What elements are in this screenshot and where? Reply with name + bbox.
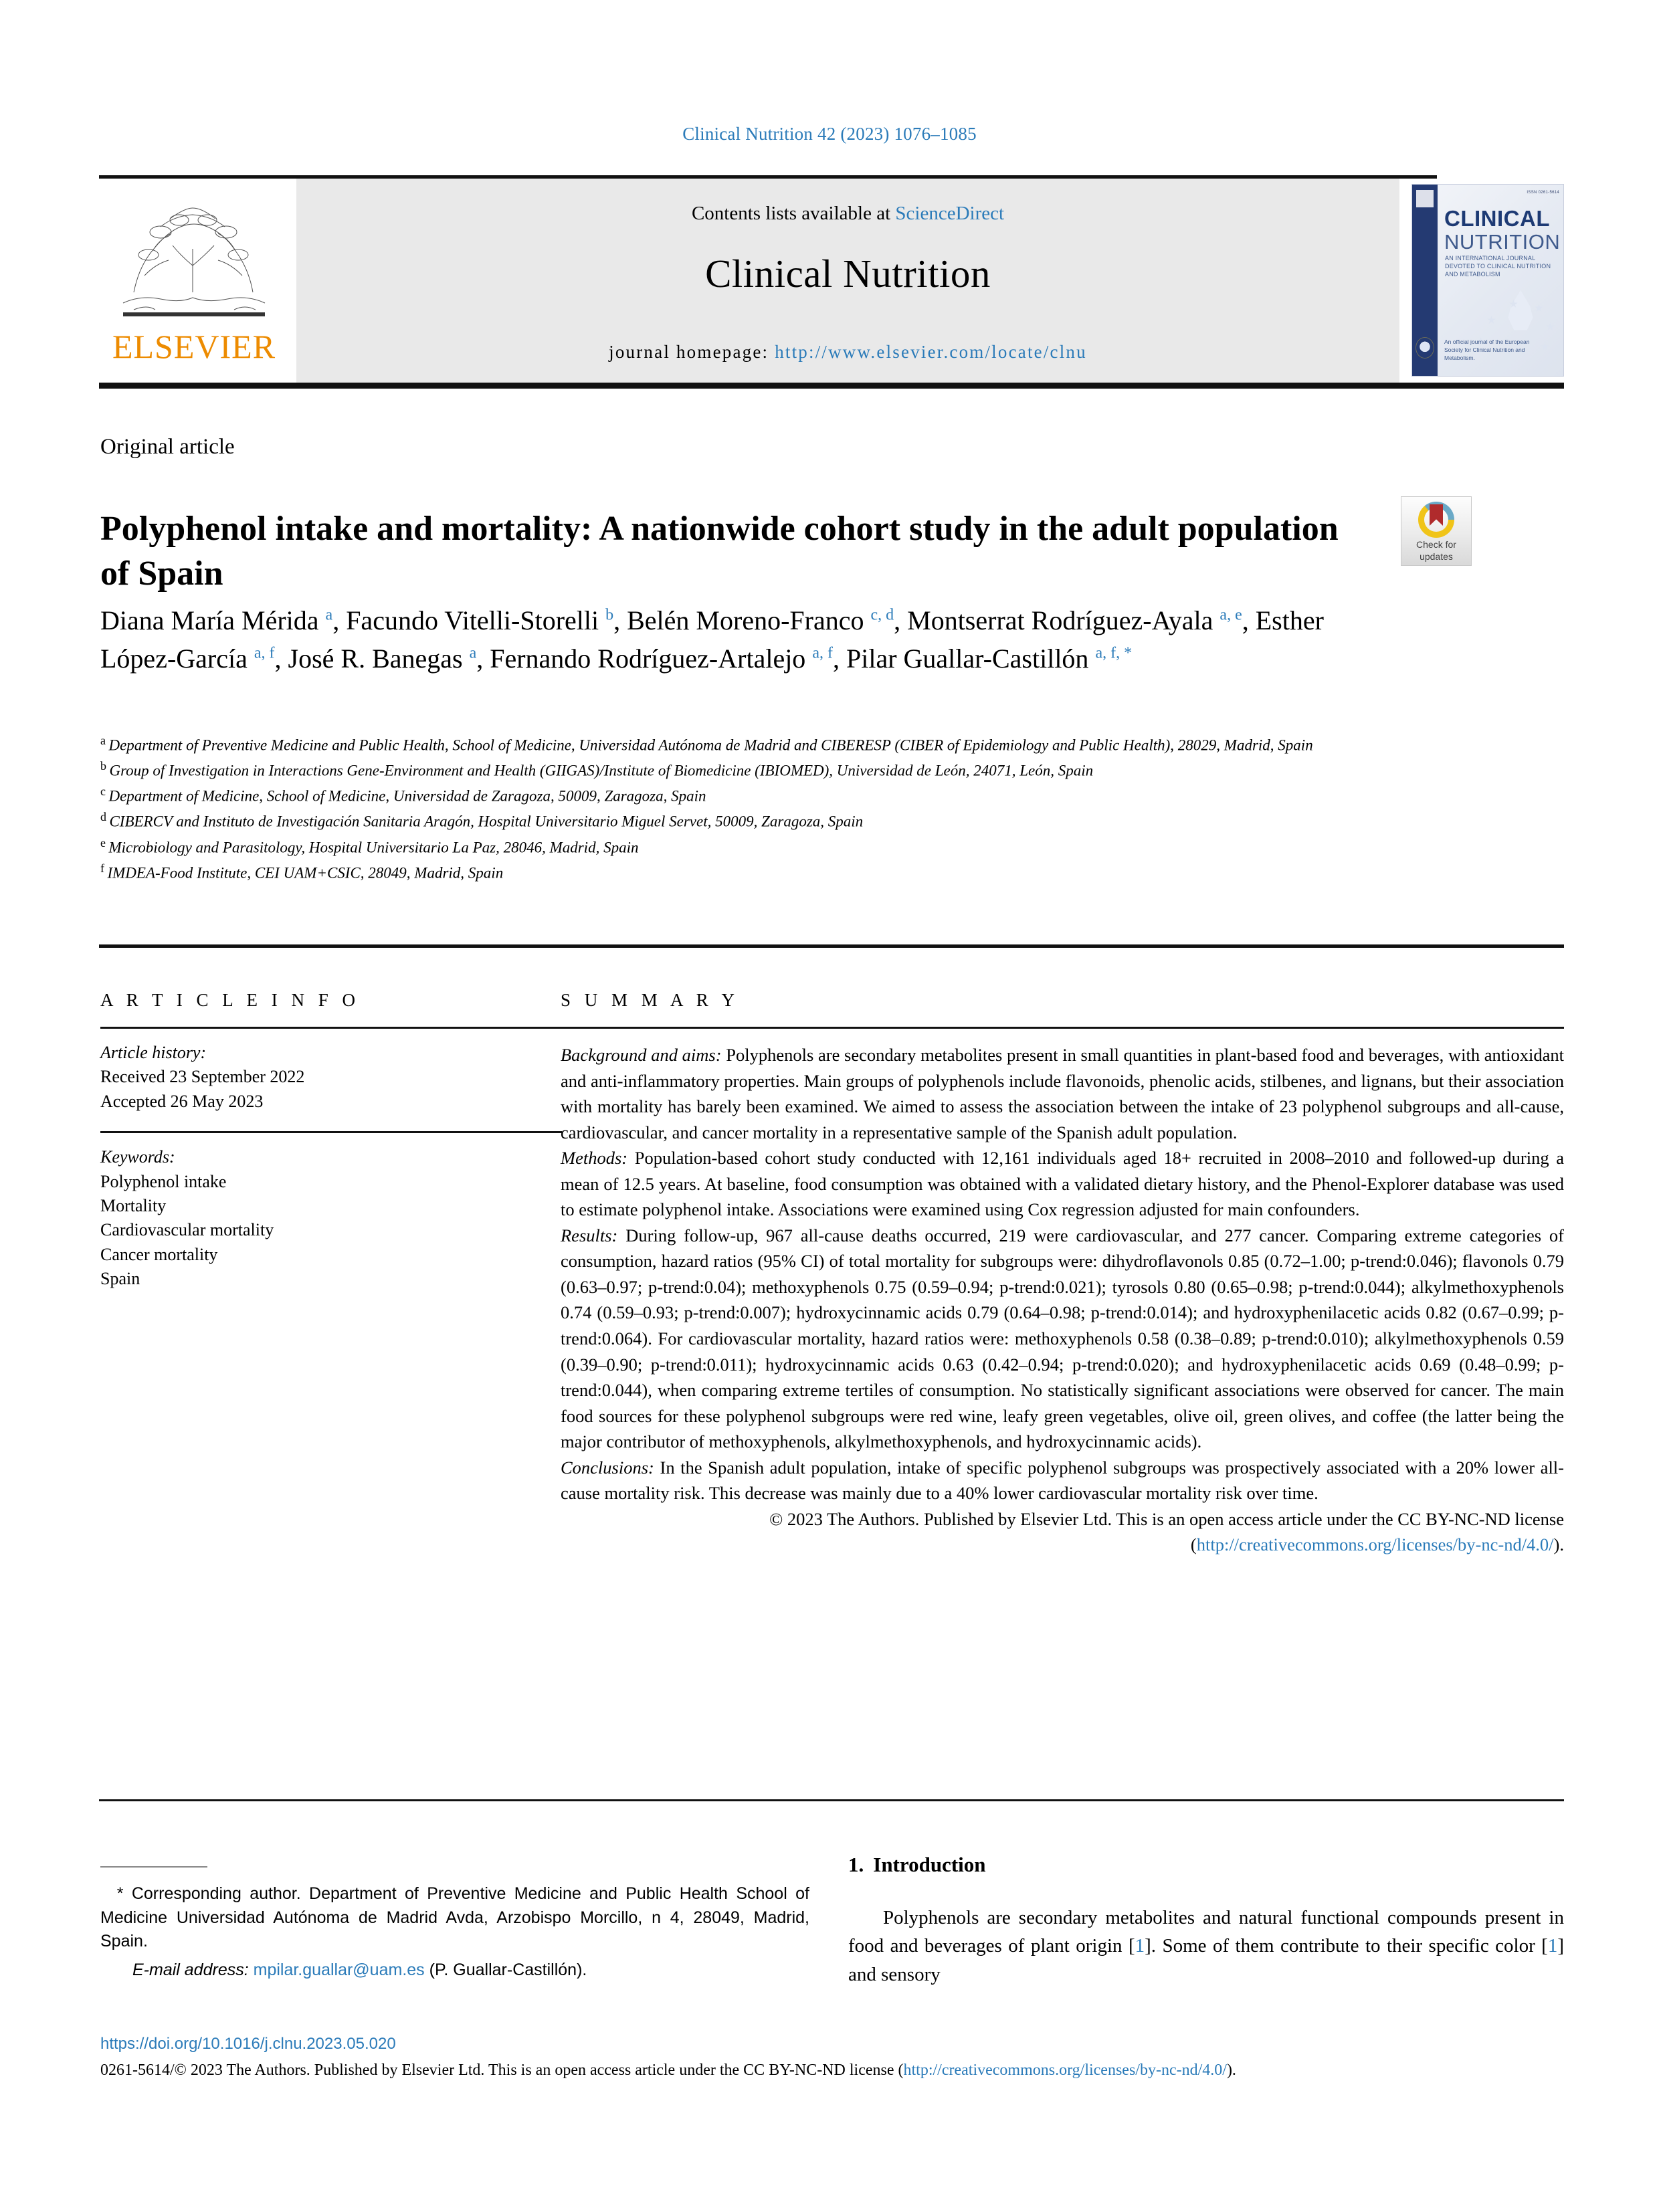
- homepage-prefix: journal homepage:: [609, 342, 775, 362]
- masthead-bottom-rule: [99, 383, 1564, 389]
- author-name: Montserrat Rodríguez-Ayala: [907, 605, 1220, 635]
- article-info-heading: A R T I C L E I N F O: [100, 990, 361, 1010]
- keyword-item: Cardiovascular mortality: [100, 1220, 274, 1240]
- conclusions-label: Conclusions:: [561, 1457, 654, 1478]
- background-label: Background and aims:: [561, 1045, 722, 1065]
- issn-copyright-line: [100, 2062, 1572, 2080]
- methods-label: Methods:: [561, 1148, 628, 1169]
- cover-footer-text: An official journal of the European Society for Clinical Nutrition and Metabolism.: [1444, 338, 1530, 362]
- issn-post: ).: [1226, 2062, 1236, 2079]
- author-separator: ,: [476, 643, 490, 674]
- cover-star-icon: [1487, 316, 1496, 324]
- keyword-item: Mortality: [100, 1195, 167, 1215]
- article-history-label: Article history:: [100, 1043, 207, 1062]
- keyword-item: Spain: [100, 1269, 140, 1289]
- affiliation-text: Department of Preventive Medicine and Public Health, School of Medicine, Universidad Autónoma de Madrid and CIBERESP (CIBER of Epidemiology and Public Health), 28029, Madrid, Spain: [108, 736, 1313, 754]
- reference-link-2[interactable]: 1: [1547, 1935, 1558, 1957]
- affiliation-item: [100, 834, 1472, 860]
- introduction-heading-text: Introduction: [873, 1853, 986, 1876]
- author-name: Esther López-García: [100, 605, 1324, 674]
- cover-title-line1: CLINICAL: [1444, 206, 1550, 231]
- affiliation-label: a: [100, 734, 109, 747]
- author-separator: ,: [1242, 605, 1256, 635]
- intro-part-2: ]. Some of them contribute to their specific color [: [1145, 1935, 1548, 1957]
- info-bottom-rule: [99, 1799, 1564, 1801]
- article-info-rule: [100, 1027, 562, 1029]
- abstract-body: [561, 1042, 1564, 1558]
- abstract-background: [561, 1042, 1564, 1145]
- affiliation-item: [100, 783, 1472, 808]
- email-owner: (P. Guallar-Castillón).: [424, 1960, 587, 1979]
- author-separator: ,: [894, 605, 908, 635]
- journal-homepage-line: [296, 342, 1399, 363]
- author-affiliation-mark: c, d: [870, 606, 894, 624]
- email-line: [100, 1960, 809, 1980]
- author-name: Fernando Rodríguez-Artalejo: [490, 643, 813, 674]
- author-name: José R. Banegas: [288, 643, 470, 674]
- author-separator: ,: [274, 643, 288, 674]
- article-info-column: [100, 990, 562, 1292]
- homepage-url-link[interactable]: http://www.elsevier.com/locate/clnu: [775, 342, 1087, 362]
- conclusions-text: In the Spanish adult population, intake of specific polyphenol subgroups was prospectively associated with a 20% lower all-cause mortality risk. This decrease was mainly due to a 40% lower cardiovascular mortality risk over time.: [561, 1457, 1564, 1504]
- intro-part-3: ] and sensory: [848, 1935, 1565, 1985]
- abstract-conclusions: [561, 1455, 1564, 1506]
- author-affiliation-mark: a, e: [1219, 606, 1242, 624]
- crossmark-line2: updates: [1420, 550, 1453, 562]
- footer-cc-link[interactable]: http://creativecommons.org/licenses/by-nc-nd/4.0/: [903, 2062, 1227, 2079]
- introduction-number: 1.: [848, 1853, 864, 1876]
- introduction-paragraph: [848, 1904, 1564, 1989]
- cover-issn: ISSN 0261-5614: [1527, 191, 1559, 195]
- affiliation-label: c: [100, 785, 109, 799]
- keywords-rule: [100, 1131, 562, 1133]
- affiliation-list: [100, 732, 1472, 885]
- article-accepted: Accepted 26 May 2023: [100, 1091, 264, 1111]
- author-affiliation-mark: a: [469, 644, 477, 662]
- article-history: [100, 1041, 562, 1114]
- abstract-copyright: [561, 1506, 1564, 1558]
- abstract-methods: [561, 1145, 1564, 1223]
- cover-droplet-icon: [1506, 290, 1535, 332]
- email-link[interactable]: mpilar.guallar@uam.es: [253, 1960, 425, 1979]
- corresponding-author-footnote: [100, 1866, 809, 1980]
- author-name: Facundo Vitelli-Storelli: [346, 605, 606, 635]
- results-label: Results:: [561, 1225, 618, 1245]
- methods-text: Population-based cohort study conducted with 12,161 individuals aged 18+ recruited in 2008–2010 and followed-up during a mean of 12.5 years. At baseline, food consumption was obtained with a validated dietary history, and the Phenol-Explorer database was used to estimate polyphenol intake. Associations were examined using Cox regression adjusted for main confounders.: [561, 1148, 1564, 1220]
- affiliation-label: d: [100, 810, 110, 824]
- affiliation-text: CIBERCV and Instituto de Investigación Sanitaria Aragón, Hospital Universitario Miguel Servet, 50009, Zaragoza, Spain: [109, 813, 864, 831]
- reference-link-1[interactable]: 1: [1135, 1935, 1145, 1957]
- affiliation-text: Group of Investigation in Interactions Gene-Environment and Health (GIIGAS)/Institute of Biomedicine (IBIOMED), Universidad de León, 24071, León, Spain: [109, 762, 1094, 779]
- affiliation-label: b: [100, 759, 110, 773]
- keyword-item: Cancer mortality: [100, 1244, 218, 1264]
- keywords-label: Keywords:: [100, 1147, 175, 1167]
- introduction-heading: [848, 1853, 1564, 1877]
- copyright-pre: © 2023 The Authors. Published by Elsevier Ltd. This is an open access article under the CC BY-NC-ND license (: [769, 1508, 1564, 1555]
- copyright-post: ).: [1553, 1534, 1564, 1555]
- article-received: Received 23 September 2022: [100, 1067, 305, 1087]
- email-label: E-mail address:: [132, 1960, 249, 1979]
- author-affiliation-mark: a, f, *: [1095, 644, 1133, 662]
- affiliation-item: [100, 808, 1472, 833]
- author-affiliation-mark: a, f: [812, 644, 833, 662]
- crossmark-line1: Check for: [1416, 539, 1456, 550]
- affiliation-label: e: [100, 835, 109, 849]
- abstract-results: [561, 1223, 1564, 1455]
- footnote-star: *: [116, 1884, 124, 1903]
- journal-masthead: [99, 175, 1564, 389]
- footnote-divider: [100, 1866, 207, 1868]
- crossmark-badge[interactable]: [1401, 496, 1472, 566]
- cc-license-link[interactable]: http://creativecommons.org/licenses/by-nc-nd/4.0/: [1196, 1534, 1554, 1555]
- journal-title: Clinical Nutrition: [705, 252, 991, 296]
- article-type: Original article: [100, 435, 235, 459]
- cover-eu-emblem-icon: [1416, 337, 1434, 359]
- author-affiliation-mark: b: [605, 606, 614, 624]
- affiliation-text: IMDEA-Food Institute, CEI UAM+CSIC, 28049, Madrid, Spain: [107, 864, 504, 882]
- elsevier-logo: [99, 179, 290, 383]
- cover-star-icon: [1535, 304, 1543, 312]
- elsevier-wordmark: ELSEVIER: [112, 328, 276, 365]
- info-top-rule: [99, 944, 1564, 948]
- author-name: Pilar Guallar-Castillón: [846, 643, 1096, 674]
- affiliation-text: Microbiology and Parasitology, Hospital Universitario La Paz, 28046, Madrid, Spain: [108, 839, 639, 856]
- summary-heading: S U M M A R Y: [561, 990, 740, 1010]
- background-text: Polyphenols are secondary metabolites present in small quantities in plant-based food and beverages, with antioxidant and anti-inflammatory properties. Main groups of polyphenols include flavonoids, phenolic acids, stilbenes, and lignans, but their association with mortality has barely been examined. We aimed to assess the association between the intake of 23 polyphenol subgroups and all-cause, cardiovascular, and cancer mortality in a representative sample of the Spanish adult population.: [561, 1045, 1564, 1142]
- crossmark-flag-icon: [1430, 504, 1443, 526]
- cover-elsevier-mark-icon: [1416, 190, 1434, 207]
- affiliation-item: [100, 732, 1472, 757]
- affiliation-text: Department of Medicine, School of Medicine, Universidad de Zaragoza, 50009, Zaragoza, Spain: [108, 787, 706, 805]
- keyword-item: Polyphenol intake: [100, 1171, 227, 1191]
- introduction-section: [848, 1853, 1564, 1989]
- summary-column: [561, 990, 1564, 1558]
- results-text: During follow-up, 967 all-cause deaths occurred, 219 were cardiovascular, and 277 cancer. Comparing extreme categories of consumption, hazard ratios (95% CI) of total mortality for subgroups were: dihydroflavonols 0.85 (0.72–1.00; p-trend:0.046); flavonols 0.79 (0.63–0.97; p-trend:0.04); methoxyphenols 0.75 (0.59–0.94; p-trend:0.021); tyrosols 0.80 (0.65–0.98; p-trend:0.044); alkylmethoxyphenols 0.74 (0.59–0.93; p-trend:0.007); hydroxycinnamic acids 0.79 (0.64–0.98; p-trend:0.014); and hydroxyphenilacetic acids 0.82 (0.67–0.99; p-trend:0.064). For cardiovascular mortality, hazard ratios were: methoxyphenols 0.58 (0.38–0.89; p-trend:0.010); alkylmethoxyphenols 0.59 (0.39–0.90; p-trend:0.011); hydroxycinnamic acids 0.63 (0.42–0.94; p-trend:0.020); and hydroxyphenilacetic acids 0.69 (0.48–0.99; p-trend:0.044), when comparing extreme tertiles of consumption. No statistically significant associations were observed for cancer. The main food sources for these polyphenol subgroups were red wine, leafy green vegetables, olive oil, green olives, and coffee (the latter being the major contributor of methoxyphenols, alkylmethoxyphenols, and hydroxycinnamic acids).: [561, 1225, 1564, 1452]
- footnote-body: Corresponding author. Department of Preventive Medicine and Public Health School of Medicine Universidad Autónoma de Madrid Avda, Arzobispo Morcillo, n 4, 28049, Madrid, Spain.: [100, 1884, 809, 1950]
- sciencedirect-link[interactable]: ScienceDirect: [895, 203, 1005, 224]
- journal-cover-thumbnail: [1411, 179, 1564, 383]
- author-separator: ,: [832, 643, 846, 674]
- page-title: Polyphenol intake and mortality: A nationwide cohort study in the adult population of Spain: [100, 509, 1339, 593]
- cover-star-icon: [1546, 322, 1555, 331]
- contents-banner: [296, 179, 1399, 383]
- affiliation-item: [100, 757, 1472, 783]
- intro-part-1: Polyphenols are secondary metabolites and natural functional compounds present in food and beverages of plant origin [: [848, 1907, 1564, 1957]
- doi-link[interactable]: https://doi.org/10.1016/j.clnu.2023.05.020: [100, 2035, 396, 2053]
- author-separator: ,: [332, 605, 347, 635]
- cover-title-line2: NUTRITION: [1444, 230, 1561, 254]
- author-list: [100, 602, 1371, 678]
- author-name: Belén Moreno-Franco: [627, 605, 871, 635]
- issn-pre: 0261-5614/© 2023 The Authors. Published by Elsevier Ltd. This is an open access article under the CC BY-NC-ND license (: [100, 2062, 904, 2079]
- contents-prefix: Contents lists available at: [691, 203, 896, 224]
- author-separator: ,: [613, 605, 627, 635]
- running-head: Clinical Nutrition 42 (2023) 1076–1085: [682, 124, 977, 144]
- cover-subtitle: AN INTERNATIONAL JOURNAL DEVOTED TO CLINICAL NUTRITION AND METABOLISM: [1445, 255, 1551, 278]
- author-name: Diana María Mérida: [100, 605, 326, 635]
- elsevier-tree-icon: [114, 185, 274, 326]
- contents-line: [296, 203, 1399, 225]
- corresponding-author-text: [100, 1882, 809, 1954]
- author-affiliation-mark: a, f: [254, 644, 275, 662]
- crossmark-ring-icon: [1418, 502, 1454, 538]
- keywords-block: [100, 1145, 562, 1291]
- affiliation-label: f: [100, 861, 108, 875]
- summary-rule: [561, 1027, 1564, 1029]
- author-affiliation-mark: a: [325, 606, 333, 624]
- affiliation-item: [100, 860, 1472, 885]
